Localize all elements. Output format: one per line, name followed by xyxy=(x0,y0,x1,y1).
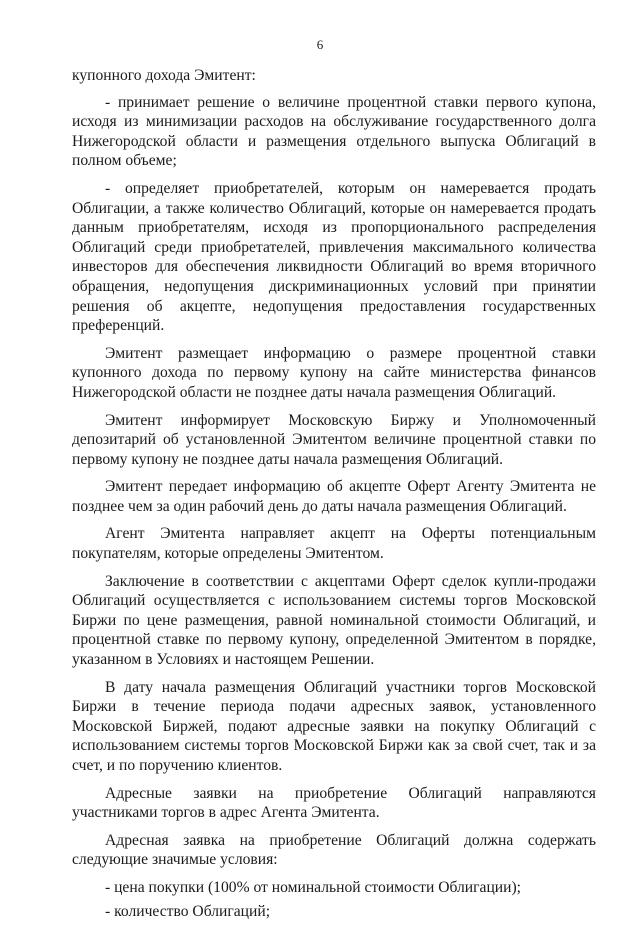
page-number: 6 xyxy=(316,37,324,52)
paragraph-rate-publication: Эмитент размещает информацию о размере процентной ставки купонного дохода по первому купону на сайте министерства финансов Нижегородской области не позднее даты начала размещения Облигаций. xyxy=(72,344,596,401)
paragraph-orders-submission: В дату начала размещения Облигаций участники торгов Московской Биржи в течение периода подачи адресных заявок, установленного Московской Биржей, подают адресные заявки на покупку Облигаций с использованием системы торгов Московской Биржи как за свой счет, так и за счет, и по поручению клиентов. xyxy=(72,678,596,774)
paragraph-buyers-determination: - определяет приобретателей, которым он намеревается продать Облигации, а также количество Облигаций, которые он намеревается продать данным приобретателям, исходя из пропорционального распределения Облигаций среди приобретателей, привлечения максимального количества инвесторов для обеспечения ликвидности Облигаций во время вторичного обращения, недопущения дискриминационных условий при принятии решения об акцепте, недопущения предоставления государственных преференций. xyxy=(72,179,596,335)
paragraph-coupon-rate-decision: - принимает решение о величине процентной ставки первого купона, исходя из минимизации расходов на обслуживание государственного долга Нижегородской области и размещения отдельного выпуска Облигаций в полном объеме; xyxy=(72,93,596,170)
list-item-quantity: - количество Облигаций; xyxy=(105,902,271,920)
paragraph-agent-acceptance: Агент Эмитента направляет акцепт на Оферты потенциальным покупателям, которые определены Эмитентом. xyxy=(72,525,596,563)
paragraph-acceptance-transfer: Эмитент передает информацию об акцепте Оферт Агенту Эмитента не позднее чем за один рабочий день до даты начала размещения Облигаций. xyxy=(72,478,596,515)
paragraph-deal-conclusion: Заключение в соответствии с акцептами Оферт сделок купли-продажи Облигаций осуществляется с использованием системы торгов Московской Биржи по цене размещения, равной номинальной стоимости Облигаций, и процентной ставке по первому купону, определенной Эмитентом в порядке, указанном в Условиях и настоящем Решении. xyxy=(72,572,596,669)
list-item-price: - цена покупки (100% от номинальной стоимости Облигации); xyxy=(105,878,522,896)
paragraph-continuation: купонного дохода Эмитент: xyxy=(72,67,256,84)
paragraph-orders-address: Адресные заявки на приобретение Облигаций направляются участниками торгов в адрес Агента Эмитента. xyxy=(72,784,596,822)
document-body xyxy=(72,66,596,925)
paragraph-exchange-notification: Эмитент информирует Московскую Биржу и Уполномоченный депозитарий об установленной Эмитентом величине процентной ставки по первому купону не позднее даты начала размещения Облигаций. xyxy=(72,411,596,468)
paragraph-order-conditions: Адресная заявка на приобретение Облигаций должна содержать следующие значимые условия: xyxy=(72,831,596,869)
